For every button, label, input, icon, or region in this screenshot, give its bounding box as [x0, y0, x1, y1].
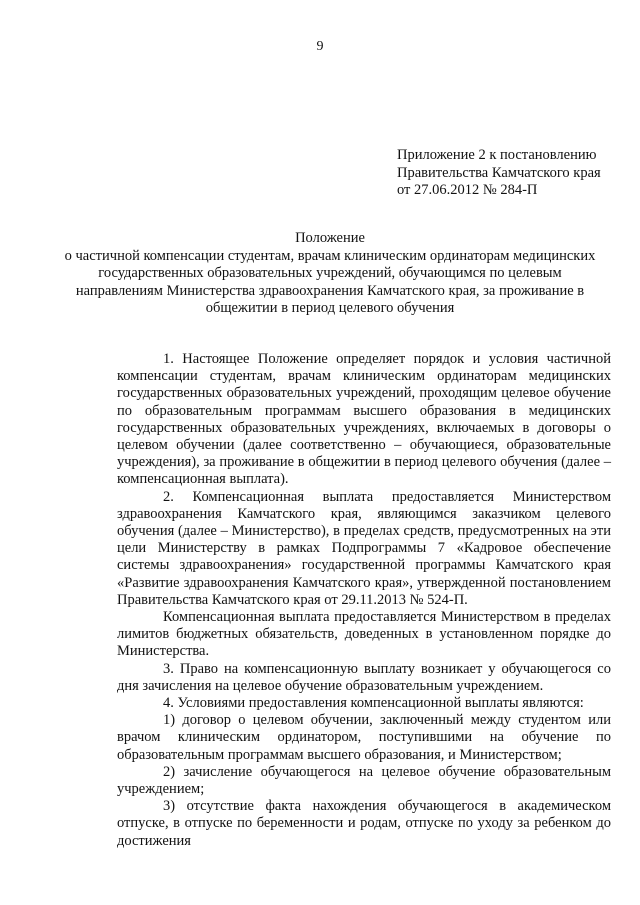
paragraph: 2. Компенсационная выплата предоставляется Министерством здравоохранения Камчатского края, являющимся заказчиком целевого обучения (далее – Министерство), в пределах средств, предусмотренных на эти цели Министерству в рамках Подпрограммы 7 «Кадровое обеспечение системы здравоохранения» государственной программы Камчатского края «Развитие здравоохранения Камчатского края», утвержденной постановлением Правительства Камчатского края от 29.11.2013 № 524-П.	[117, 488, 611, 608]
page-number: 9	[316, 39, 324, 54]
document-heading: Положение	[295, 230, 365, 246]
paragraph: Компенсационная выплата предоставляется Министерством в пределах лимитов бюджетных обязательств, доведенных в установленном порядке до Министерства.	[117, 609, 611, 660]
document-subtitle: о частичной компенсации студентам, врачам клиническим ординаторам медицинских государственных образовательных учреждений, обучающимся по целевым направлениям Министерства здравоохранения Камчатского края, за проживание в общежитии в период целевого обучения	[64, 247, 596, 316]
paragraph: 3) отсутствие факта нахождения обучающегося в академическом отпуске, в отпуске по беременности и родам, отпуске по уходу за ребенком до достижения	[117, 798, 611, 849]
paragraph: 1) договор о целевом обучении, заключенный между студентом или врачом клиническим ординатором, поступившими на обучение по образовательным программам высшего образования, и Министерством;	[117, 712, 611, 763]
paragraph: 4. Условиями предоставления компенсационной выплаты являются:	[163, 695, 584, 712]
paragraph: 1. Настоящее Положение определяет порядок и условия частичной компенсации студентам, врачам клиническим ординаторам медицинских государственных образовательных учреждений, проходящим целевое обучение по образовательным программам высшего образования в медицинских государственных образовательных учреждениях, включаемых в договоры о целевом обучении (далее соответственно – обучающиеся, образовательные учреждения), за проживание в общежитии в период целевого обучения (далее – компенсационная выплата).	[117, 351, 611, 488]
document-body	[117, 351, 611, 850]
appendix-line: Правительства Камчатского края	[397, 164, 601, 181]
paragraph: 3. Право на компенсационную выплату возникает у обучающегося со дня зачисления на целевое обучение образовательным учреждением.	[117, 660, 611, 694]
document-title	[60, 230, 600, 318]
appendix-line: Приложение 2 к постановлению	[397, 147, 597, 163]
paragraph: 2) зачисление обучающегося на целевое обучение образовательным учреждением;	[117, 763, 611, 798]
appendix-reference	[397, 147, 627, 200]
appendix-line: от 27.06.2012 № 284-П	[397, 182, 538, 198]
